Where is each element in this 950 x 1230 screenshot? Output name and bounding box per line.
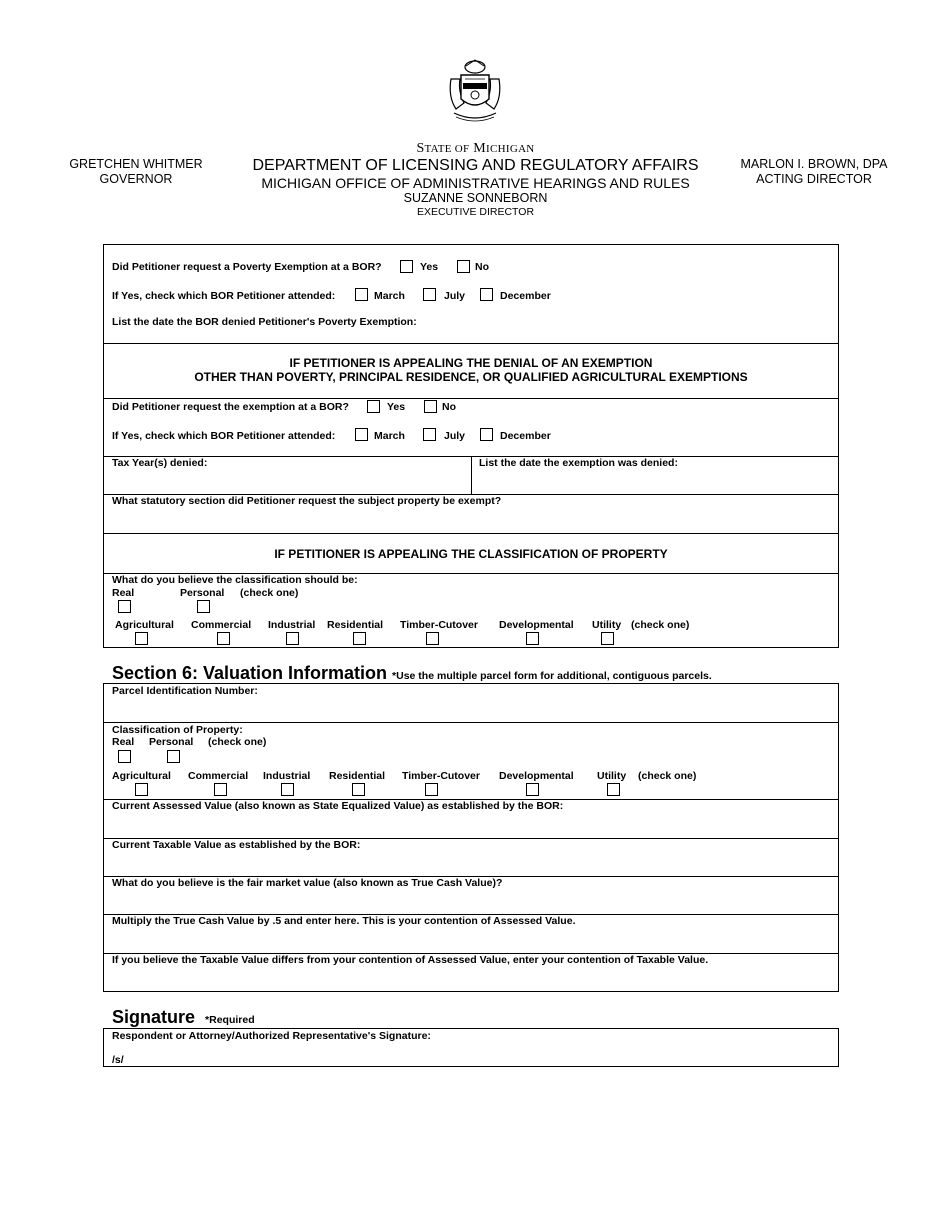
state-name: STATE OF MICHIGAN xyxy=(416,141,535,156)
governor-title: GOVERNOR xyxy=(99,172,173,186)
val-commercial-checkbox[interactable] xyxy=(214,783,227,796)
taxable-value-field[interactable]: Current Taxable Value as established by the BOR: xyxy=(112,839,361,851)
class-real-checkbox[interactable] xyxy=(118,600,131,613)
val-developmental-checkbox[interactable] xyxy=(526,783,539,796)
poverty-march-label: March xyxy=(374,290,405,302)
divider xyxy=(104,722,838,723)
val-industrial-checkbox[interactable] xyxy=(281,783,294,796)
signature-box xyxy=(103,1028,839,1067)
class-check-one-label: (check one) xyxy=(240,587,299,599)
classification-question: What do you believe the classification should be: xyxy=(112,574,358,586)
director-block xyxy=(730,157,898,187)
signature-label: Respondent or Attorney/Authorized Representative's Signature: xyxy=(112,1030,431,1042)
signature-field[interactable]: /s/ xyxy=(112,1054,124,1066)
exemption-title-line2: OTHER THAN POVERTY, PRINCIPAL RESIDENCE, OR QUALIFIED AGRICULTURAL EXEMPTIONS xyxy=(194,370,748,384)
divider xyxy=(104,533,838,534)
val-timber-checkbox[interactable] xyxy=(425,783,438,796)
divider xyxy=(104,343,838,344)
val-residential-checkbox[interactable] xyxy=(352,783,365,796)
department-name: DEPARTMENT OF LICENSING AND REGULATORY AFFAIRS xyxy=(252,157,699,174)
class-check-one2-label: (check one) xyxy=(631,619,690,631)
class-personal-checkbox[interactable] xyxy=(197,600,210,613)
divider xyxy=(471,456,472,494)
exemption-july-label: July xyxy=(444,430,466,442)
exemption-no-checkbox[interactable] xyxy=(424,400,437,413)
contention-assessed-field[interactable]: Multiply the True Cash Value by .5 and enter here. This is your contention of Assessed Value. xyxy=(112,915,576,927)
class-personal-label: Personal xyxy=(180,587,225,599)
exemption-yes-label: Yes xyxy=(387,401,406,413)
valuation-note: *Use the multiple parcel form for additional, contiguous parcels. xyxy=(392,670,712,682)
poverty-december-label: December xyxy=(500,290,551,302)
val-residential-label: Residential xyxy=(329,770,386,782)
official-name: SUZANNE SONNEBORN xyxy=(403,191,548,205)
val-timber-label: Timber-Cutover xyxy=(402,770,480,782)
governor-name: GRETCHEN WHITMER xyxy=(69,157,203,171)
val-utility-checkbox[interactable] xyxy=(607,783,620,796)
poverty-denied-date-label: List the date the BOR denied Petitioner's Poverty Exemption: xyxy=(112,316,417,328)
class-residential-checkbox[interactable] xyxy=(353,632,366,645)
parcel-id-field[interactable]: Parcel Identification Number: xyxy=(112,685,258,697)
poverty-march-checkbox[interactable] xyxy=(355,288,368,301)
official-title: EXECUTIVE DIRECTOR xyxy=(416,206,535,218)
val-developmental-label: Developmental xyxy=(499,770,574,782)
val-commercial-label: Commercial xyxy=(188,770,249,782)
class-commercial-checkbox[interactable] xyxy=(217,632,230,645)
exemption-form-box xyxy=(103,244,839,648)
exemption-attended-label: If Yes, check which BOR Petitioner attended: xyxy=(112,430,336,442)
poverty-no-label: No xyxy=(475,261,489,273)
val-utility-label: Utility xyxy=(597,770,627,782)
exemption-march-checkbox[interactable] xyxy=(355,428,368,441)
classification-section-title: IF PETITIONER IS APPEALING THE CLASSIFICATION OF PROPERTY xyxy=(274,547,668,561)
class-commercial-label: Commercial xyxy=(191,619,252,631)
tax-year-denied-field[interactable]: Tax Year(s) denied: xyxy=(112,457,208,469)
val-real-label: Real xyxy=(112,736,135,748)
contention-taxable-field[interactable]: If you believe the Taxable Value differs from your contention of Assessed Value, enter your contention of Taxable Value. xyxy=(112,954,709,966)
val-real-checkbox[interactable] xyxy=(118,750,131,763)
exemption-title-line1: IF PETITIONER IS APPEALING THE DENIAL OF AN EXEMPTION xyxy=(289,356,653,370)
poverty-december-checkbox[interactable] xyxy=(480,288,493,301)
class-real-label: Real xyxy=(112,587,135,599)
director-title: ACTING DIRECTOR xyxy=(756,172,872,186)
governor-block xyxy=(60,157,212,187)
exemption-yes-checkbox[interactable] xyxy=(367,400,380,413)
class-industrial-checkbox[interactable] xyxy=(286,632,299,645)
poverty-yes-checkbox[interactable] xyxy=(400,260,413,273)
exemption-question: Did Petitioner request the exemption at a BOR? xyxy=(112,401,349,413)
exemption-denied-date-field[interactable]: List the date the exemption was denied: xyxy=(479,457,678,469)
class-agricultural-label: Agricultural xyxy=(115,619,174,631)
office-name: MICHIGAN OFFICE OF ADMINISTRATIVE HEARINGS AND RULES xyxy=(261,175,690,191)
michigan-state-seal-icon xyxy=(446,57,504,123)
poverty-july-label: July xyxy=(444,290,466,302)
exemption-december-checkbox[interactable] xyxy=(480,428,493,441)
exemption-december-label: December xyxy=(500,430,551,442)
val-personal-checkbox[interactable] xyxy=(167,750,180,763)
val-agricultural-label: Agricultural xyxy=(112,770,171,782)
valuation-box xyxy=(103,683,839,992)
agency-header xyxy=(238,141,713,219)
class-residential-label: Residential xyxy=(327,619,384,631)
class-developmental-checkbox[interactable] xyxy=(526,632,539,645)
assessed-value-field[interactable]: Current Assessed Value (also known as State Equalized Value) as established by the BOR: xyxy=(112,800,564,812)
val-agricultural-checkbox[interactable] xyxy=(135,783,148,796)
val-industrial-label: Industrial xyxy=(263,770,311,782)
director-name: MARLON I. BROWN, DPA xyxy=(740,157,888,171)
poverty-no-checkbox[interactable] xyxy=(457,260,470,273)
val-personal-label: Personal xyxy=(149,736,194,748)
valuation-section-title: Section 6: Valuation Information *Use the multiple parcel form for additional, contiguous parcels. xyxy=(112,663,712,683)
exemption-march-label: March xyxy=(374,430,405,442)
poverty-july-checkbox[interactable] xyxy=(423,288,436,301)
class-developmental-label: Developmental xyxy=(499,619,574,631)
fair-market-value-field[interactable]: What do you believe is the fair market value (also known as True Cash Value)? xyxy=(112,877,503,889)
class-utility-label: Utility xyxy=(592,619,622,631)
class-timber-label: Timber-Cutover xyxy=(400,619,478,631)
class-utility-checkbox[interactable] xyxy=(601,632,614,645)
signature-section-title: Signature *Required xyxy=(112,1007,255,1027)
poverty-yes-label: Yes xyxy=(420,261,439,273)
val-check-one2-label: (check one) xyxy=(638,770,697,782)
exemption-no-label: No xyxy=(442,401,456,413)
divider xyxy=(104,398,838,399)
exemption-july-checkbox[interactable] xyxy=(423,428,436,441)
exemption-section-title xyxy=(104,356,838,384)
signature-required-note: *Required xyxy=(205,1014,255,1026)
poverty-attended-label: If Yes, check which BOR Petitioner attended: xyxy=(112,290,336,302)
val-check-one-label: (check one) xyxy=(208,736,267,748)
statutory-section-field[interactable]: What statutory section did Petitioner request the subject property be exempt? xyxy=(112,495,502,507)
poverty-question: Did Petitioner request a Poverty Exemption at a BOR? xyxy=(112,261,382,273)
class-industrial-label: Industrial xyxy=(268,619,316,631)
class-timber-checkbox[interactable] xyxy=(426,632,439,645)
val-classification-label: Classification of Property: xyxy=(112,724,243,736)
class-agricultural-checkbox[interactable] xyxy=(135,632,148,645)
